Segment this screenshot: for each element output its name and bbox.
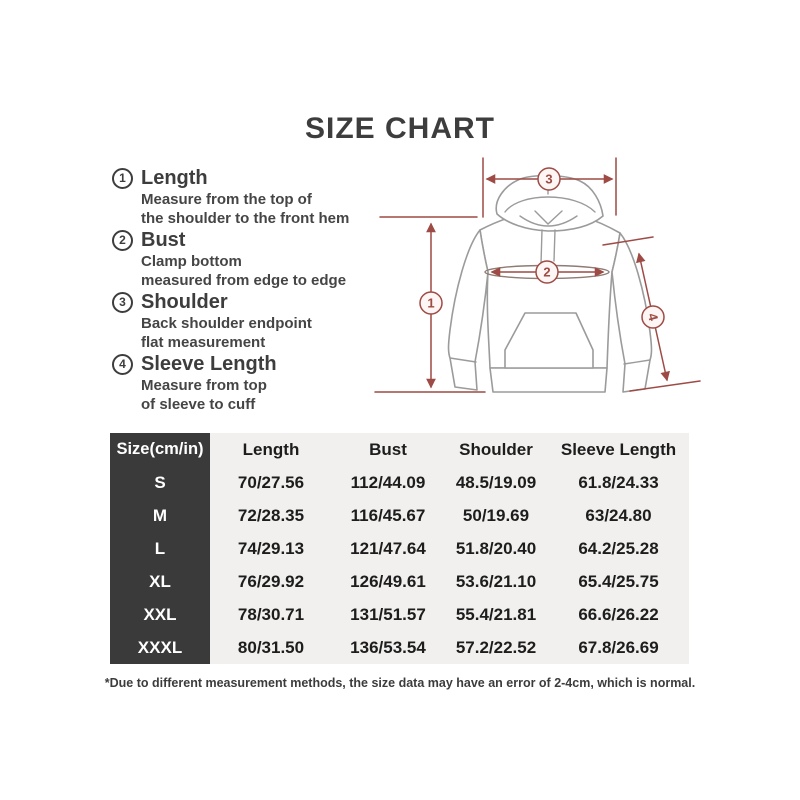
value-cell: 57.2/22.52 (455, 637, 537, 657)
marker-1: 1 (427, 295, 435, 311)
value-cell: 126/49.61 (350, 571, 426, 591)
instruction-sleeve-length (112, 352, 372, 414)
instruction-length (112, 166, 372, 228)
instruction-label: Sleeve Length (141, 352, 277, 375)
header-cell-sleeve-length: Sleeve Length (560, 439, 677, 459)
size-cell: XXL (110, 598, 210, 631)
instruction-bust (112, 228, 372, 290)
value-cell: 53.6/21.10 (455, 571, 537, 591)
value-cell: 50/19.69 (462, 505, 530, 525)
value-cell: 67.8/26.69 (578, 637, 659, 657)
value-cell: 64.2/25.28 (578, 538, 659, 558)
value-cell: 63/24.80 (585, 505, 652, 525)
footnote: *Due to different measurement methods, the size data may have an error of 2-4cm, which is normal. (104, 676, 696, 690)
value-cell: 61.8/24.33 (578, 472, 659, 492)
hoodie-diagram (355, 150, 725, 430)
marker-4: 4 (644, 311, 662, 323)
size-cell: S (110, 466, 210, 499)
value-cell: 48.5/19.09 (455, 472, 537, 492)
value-cell: 136/53.54 (350, 637, 426, 657)
value-cell: 70/27.56 (237, 472, 305, 492)
value-cell: 51.8/20.40 (455, 538, 537, 558)
page-title: SIZE CHART (305, 112, 495, 145)
instruction-shoulder (112, 290, 372, 352)
size-table (110, 433, 689, 664)
instruction-description: Clamp bottom measured from edge to edge (141, 253, 347, 289)
value-cell: 80/31.50 (237, 637, 305, 657)
value-cell: 131/51.57 (350, 604, 426, 624)
size-cell: XL (110, 565, 210, 598)
value-cell: 121/47.64 (350, 538, 426, 558)
value-cell: 74/29.13 (237, 538, 305, 558)
instruction-description: Measure from top of sleeve to cuff (141, 377, 267, 413)
instruction-label: Bust (141, 228, 186, 251)
instruction-label: Length (141, 166, 208, 189)
value-cell: 78/30.71 (237, 604, 305, 624)
header-cell-size: Size(cm/in) (110, 433, 210, 466)
circled-number-4: 4 (112, 354, 133, 375)
instruction-description: Back shoulder endpoint flat measurement (141, 315, 312, 351)
value-cell: 76/29.92 (237, 571, 305, 591)
instruction-description: Measure from the top of the shoulder to the front hem (141, 191, 350, 227)
hoodie-outline (449, 176, 652, 392)
measurement-instructions (112, 166, 372, 414)
value-cell: 116/45.67 (350, 505, 426, 525)
value-cell: 55.4/21.81 (455, 604, 537, 624)
circled-number-1: 1 (112, 168, 133, 189)
value-cell: 112/44.09 (350, 472, 426, 492)
size-cell: M (110, 499, 210, 532)
circled-number-3: 3 (112, 292, 133, 313)
header-cell-bust: Bust (369, 439, 407, 459)
value-cell: 66.6/26.22 (578, 604, 659, 624)
value-cell: 65.4/25.75 (578, 571, 659, 591)
marker-3: 3 (545, 171, 553, 187)
value-cell: 72/28.35 (237, 505, 305, 525)
circled-number-2: 2 (112, 230, 133, 251)
header-cell-length: Length (242, 439, 300, 459)
size-cell: L (110, 532, 210, 565)
marker-2: 2 (543, 264, 551, 280)
size-cell: XXXL (110, 631, 210, 664)
instruction-label: Shoulder (141, 290, 228, 313)
header-cell-shoulder: Shoulder (459, 439, 533, 459)
